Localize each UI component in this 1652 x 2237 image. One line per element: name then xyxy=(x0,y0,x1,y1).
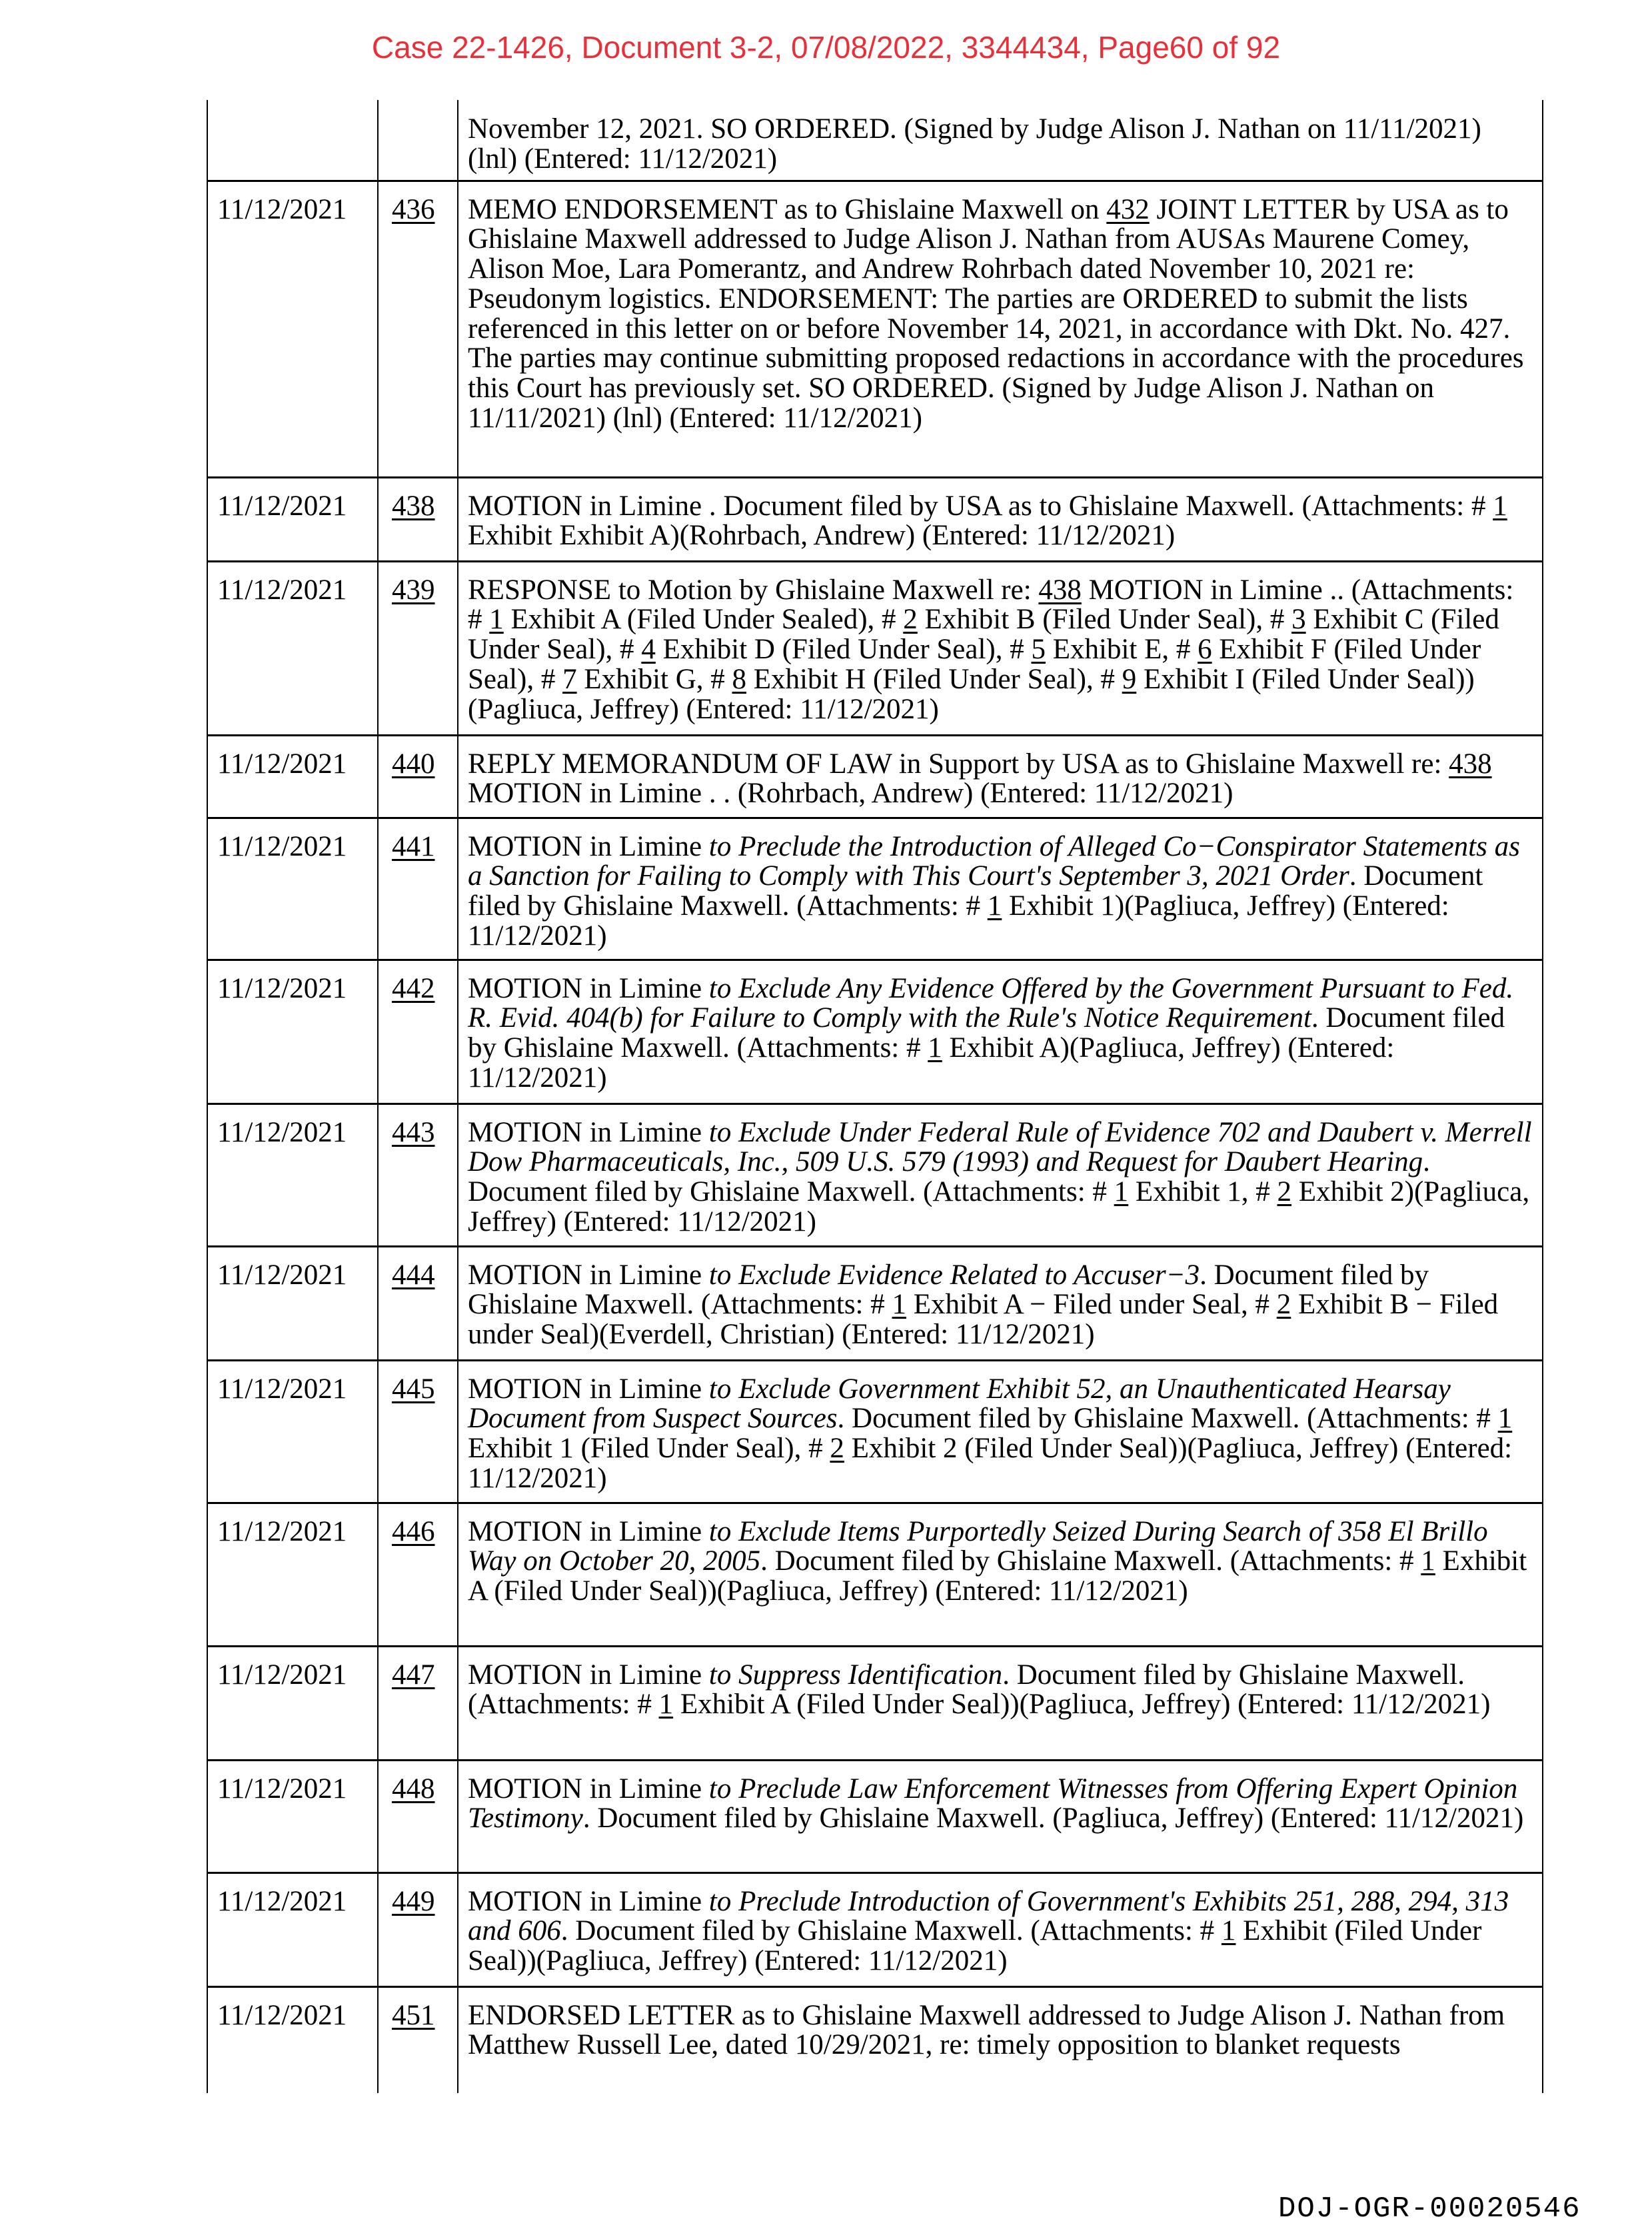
description-text: November 12, 2021. SO ORDERED. (Signed by Judge Alison J. Nathan on 11/11/2021) (lnl) (Entered: 11/12/2021) xyxy=(468,113,1481,175)
entry-date: 11/12/2021 xyxy=(207,1246,378,1360)
description-text: . Document filed by Ghislaine Maxwell. (Attachments: # xyxy=(837,1403,1498,1435)
description-text: JOINT LETTER by USA as to Ghislaine Maxwell addressed to Judge Alison J. Nathan from AUSAs Maurene Comey, Alison Moe, Lara Pomerantz, and Andrew Rohrbach dated November 10, 2021 re: Pseudonym logistics. ENDORSEMENT: The parties are ORDERED to submit the lists referenced in this letter on or before November 14, 2021, in accordance with Dkt. No. 427. The parties may continue submitting proposed redactions in accordance with the procedures this Court has previously set. SO ORDERED. (Signed by Judge Alison J. Nathan on 11/11/2021) (lnl) (Entered: 11/12/2021) xyxy=(468,193,1524,434)
entry-description xyxy=(458,1872,1543,1986)
description-text: Exhibit 1 (Filed Under Seal), # xyxy=(468,1433,830,1465)
description-text: MOTION in Limine xyxy=(468,1515,709,1547)
description-text: MEMO ENDORSEMENT as to Ghislaine Maxwell on xyxy=(468,193,1107,225)
description-text: MOTION in Limine xyxy=(468,1885,709,1917)
description-text: MOTION in Limine xyxy=(468,1259,709,1291)
description-text: Exhibit E, # xyxy=(1046,634,1198,666)
document-link[interactable]: 432 xyxy=(1106,193,1150,225)
description-text: Exhibit D (Filed Under Seal), # xyxy=(655,634,1032,666)
bates-number: DOJ-OGR-00020546 xyxy=(1278,2192,1581,2226)
document-link[interactable]: 6 xyxy=(1198,634,1212,666)
document-link[interactable]: 438 xyxy=(1038,574,1082,606)
entry-number-cell xyxy=(378,818,458,960)
description-text: MOTION in Limine . Document filed by USA as to Ghislaine Maxwell. (Attachments: # xyxy=(468,490,1493,522)
entry-number-link[interactable]: 436 xyxy=(392,193,435,225)
entry-description xyxy=(458,960,1543,1104)
entry-number-link[interactable]: 443 xyxy=(392,1116,435,1148)
description-text: Exhibit B − Filed under Seal)(Everdell, Christian) (Entered: 11/12/2021) xyxy=(468,1289,1499,1351)
description-text: . Document filed by Ghislaine Maxwell. (Attachments: # xyxy=(468,1259,1429,1321)
motion-title-text: to Preclude the Introduction of Alleged Co−Conspirator Statements as a Sanction for Failing to Comply with This Court's September 3, 2021 Order xyxy=(468,830,1520,892)
entry-description xyxy=(458,735,1543,818)
description-text: . Document filed by Ghislaine Maxwell. (Attachments: # xyxy=(468,1659,1465,1721)
description-text: . Document filed by Ghislaine Maxwell. (Attachments: # xyxy=(468,1002,1505,1064)
docket-entry-row xyxy=(207,960,1543,1104)
description-text: MOTION in Limine xyxy=(468,1659,709,1691)
entry-date: 11/12/2021 xyxy=(207,181,378,477)
description-text: REPLY MEMORANDUM OF LAW in Support by USA as to Ghislaine Maxwell re: xyxy=(468,748,1449,780)
docket-entry-row xyxy=(207,1503,1543,1646)
motion-title-text: to Exclude Government Exhibit 52, an Unauthenticated Hearsay Document from Suspect Sources xyxy=(468,1373,1451,1435)
description-text: . Document filed by Ghislaine Maxwell. (Attachments: # xyxy=(468,860,1483,922)
entry-number-link[interactable]: 446 xyxy=(392,1515,435,1547)
document-link[interactable]: 1 xyxy=(1493,490,1507,522)
description-text: . Document filed by Ghislaine Maxwell. (Attachments: # xyxy=(468,1146,1430,1208)
document-link[interactable]: 1 xyxy=(928,1032,942,1064)
entry-description xyxy=(458,1246,1543,1360)
case-header: Case 22-1426, Document 3-2, 07/08/2022, 3344434, Page60 of 92 xyxy=(371,30,1281,65)
docket-entry-row xyxy=(207,1646,1543,1760)
entry-number-cell xyxy=(378,1360,458,1503)
entry-description xyxy=(458,1503,1543,1646)
docket-entry-row xyxy=(207,1360,1543,1503)
description-text: Exhibit 2)(Pagliuca, Jeffrey) (Entered: 11/12/2021) xyxy=(468,1176,1530,1237)
entry-date: 11/12/2021 xyxy=(207,1760,378,1872)
docket-entry-row xyxy=(207,1760,1543,1872)
entry-number-cell xyxy=(378,477,458,561)
entry-description xyxy=(458,1760,1543,1872)
docket-table xyxy=(207,100,1543,2093)
document-link[interactable]: 7 xyxy=(562,663,577,695)
entry-number-cell xyxy=(378,735,458,818)
entry-date: 11/12/2021 xyxy=(207,1646,378,1760)
document-link[interactable]: 2 xyxy=(903,604,918,636)
description-text: Exhibit C (Filed Under Seal), # xyxy=(468,604,1499,666)
description-text: Exhibit 1, # xyxy=(1128,1176,1277,1208)
entry-date: 11/12/2021 xyxy=(207,1503,378,1646)
docket-entry-row xyxy=(207,735,1543,818)
docket-entry-row xyxy=(207,100,1543,181)
motion-title-text: to Preclude Introduction of Government's Exhibits 251, 288, 294, 313 and 606 xyxy=(468,1885,1509,1947)
entry-number-link[interactable]: 445 xyxy=(392,1373,435,1405)
entry-number-cell xyxy=(378,1760,458,1872)
document-link[interactable]: 1 xyxy=(1497,1403,1513,1435)
entry-number-link[interactable]: 444 xyxy=(392,1259,435,1291)
docket-entry-row xyxy=(207,561,1543,735)
entry-number-link[interactable]: 439 xyxy=(392,574,435,606)
description-text: Exhibit I (Filed Under Seal))(Pagliuca, Jeffrey) (Entered: 11/12/2021) xyxy=(468,663,1475,725)
document-link[interactable]: 438 xyxy=(1449,748,1492,780)
document-link[interactable]: 1 xyxy=(1221,1915,1236,1947)
entry-description xyxy=(458,1646,1543,1760)
document-link[interactable]: 1 xyxy=(1421,1545,1435,1577)
entry-date: 11/12/2021 xyxy=(207,960,378,1104)
entry-number-link[interactable]: 438 xyxy=(392,490,435,522)
motion-title-text: to Suppress Identification xyxy=(708,1659,1003,1691)
entry-number-cell xyxy=(378,1503,458,1646)
entry-number-cell xyxy=(378,1646,458,1760)
docket-entry-row xyxy=(207,1986,1543,2093)
entry-number-link[interactable]: 442 xyxy=(392,972,435,1004)
motion-title-text: to Exclude Evidence Related to Accuser−3 xyxy=(708,1259,1200,1291)
entry-date: 11/12/2021 xyxy=(207,735,378,818)
entry-description xyxy=(458,181,1543,477)
document-link[interactable]: 1 xyxy=(892,1289,906,1321)
description-text: MOTION in Limine xyxy=(468,1116,709,1148)
entry-number-link[interactable]: 441 xyxy=(392,830,435,862)
document-link[interactable]: 1 xyxy=(1114,1176,1129,1208)
entry-description xyxy=(458,1360,1543,1503)
description-text: . Document filed by Ghislaine Maxwell. (Attachments: # xyxy=(760,1545,1421,1577)
entry-number-cell xyxy=(378,561,458,735)
docket-entry-row xyxy=(207,477,1543,561)
docket-entry-row xyxy=(207,1104,1543,1246)
entry-description xyxy=(458,1986,1543,2093)
document-link[interactable]: 5 xyxy=(1031,634,1046,666)
entry-date: 11/12/2021 xyxy=(207,1104,378,1246)
entry-description xyxy=(458,561,1543,735)
document-link[interactable]: 8 xyxy=(732,663,747,695)
motion-title-text: to Exclude Under Federal Rule of Evidence 702 and Daubert v. Merrell Dow Pharmaceuticals, Inc., 509 U.S. 579 (1993) and Request for Daubert Hearing xyxy=(468,1116,1532,1178)
motion-title-text: to Exclude Any Evidence Offered by the Government Pursuant to Fed. R. Evid. 404(b) for Failure to Comply with the Rule's Notice Requirement xyxy=(468,972,1514,1034)
description-text: Exhibit A (Filed Under Seal))(Pagliuca, Jeffrey) (Entered: 11/12/2021) xyxy=(673,1689,1491,1721)
entry-number-link[interactable]: 447 xyxy=(392,1659,435,1691)
entry-number-cell xyxy=(378,181,458,477)
entry-description xyxy=(458,1104,1543,1246)
entry-number-cell xyxy=(378,1104,458,1246)
entry-number-cell xyxy=(378,100,458,181)
description-text: MOTION in Limine xyxy=(468,1773,709,1805)
description-text: MOTION in Limine xyxy=(468,1373,709,1405)
entry-number-cell xyxy=(378,960,458,1104)
description-text: . Document filed by Ghislaine Maxwell. (Pagliuca, Jeffrey) (Entered: 11/12/2021) xyxy=(582,1803,1524,1835)
description-text: Exhibit B (Filed Under Seal), # xyxy=(917,604,1292,636)
entry-number-cell xyxy=(378,1246,458,1360)
entry-date: 11/12/2021 xyxy=(207,1360,378,1503)
description-text: MOTION in Limine .. (Attachments: # xyxy=(468,574,1514,636)
description-text: Exhibit A (Filed Under Seal))(Pagliuca, Jeffrey) (Entered: 11/12/2021) xyxy=(468,1545,1527,1607)
description-text: RESPONSE to Motion by Ghislaine Maxwell re: xyxy=(468,574,1039,606)
description-text: Exhibit A − Filed under Seal, # xyxy=(906,1289,1277,1321)
motion-title-text: to Exclude Items Purportedly Seized During Search of 358 El Brillo Way on October 20, 2005 xyxy=(468,1515,1488,1577)
description-text: ENDORSED LETTER as to Ghislaine Maxwell addressed to Judge Alison J. Nathan from Matthew Russell Lee, dated 10/29/2021, re: timely opposition to blanket requests xyxy=(468,1999,1505,2061)
entry-number-link[interactable]: 449 xyxy=(392,1885,435,1917)
document-link[interactable]: 3 xyxy=(1291,604,1306,636)
entry-number-link[interactable]: 451 xyxy=(392,1999,435,2031)
entry-description xyxy=(458,477,1543,561)
entry-description xyxy=(458,818,1543,960)
description-text: MOTION in Limine xyxy=(468,830,709,862)
description-text: Exhibit 2 (Filed Under Seal))(Pagliuca, Jeffrey) (Entered: 11/12/2021) xyxy=(468,1433,1513,1494)
description-text: Exhibit (Filed Under Seal))(Pagliuca, Jeffrey) (Entered: 11/12/2021) xyxy=(468,1915,1482,1977)
entry-number-cell xyxy=(378,1872,458,1986)
entry-date: 11/12/2021 xyxy=(207,1872,378,1986)
document-link[interactable]: 4 xyxy=(641,634,656,666)
entry-date xyxy=(207,100,378,181)
entry-date: 11/12/2021 xyxy=(207,818,378,960)
description-text: . Document filed by Ghislaine Maxwell. (Attachments: # xyxy=(560,1915,1222,1947)
docket-entry-row xyxy=(207,1246,1543,1360)
entry-number-link[interactable]: 448 xyxy=(392,1773,435,1805)
description-text: Exhibit A)(Pagliuca, Jeffrey) (Entered: 11/12/2021) xyxy=(468,1032,1395,1094)
description-text: Exhibit 1)(Pagliuca, Jeffrey) (Entered: 11/12/2021) xyxy=(468,890,1449,952)
description-text: Exhibit F (Filed Under Seal), # xyxy=(468,634,1481,695)
description-text: Exhibit A (Filed Under Sealed), # xyxy=(503,604,904,636)
description-text: MOTION in Limine xyxy=(468,972,709,1004)
description-text: Exhibit H (Filed Under Seal), # xyxy=(746,663,1122,695)
document-link[interactable]: 2 xyxy=(1277,1176,1292,1208)
document-link[interactable]: 1 xyxy=(489,604,504,636)
document-link[interactable]: 1 xyxy=(987,890,1002,922)
document-link[interactable]: 2 xyxy=(830,1433,844,1465)
entry-description xyxy=(458,100,1543,181)
motion-title-text: to Preclude Law Enforcement Witnesses from Offering Expert Opinion Testimony xyxy=(468,1773,1518,1835)
entry-number-cell xyxy=(378,1986,458,2093)
description-text: Exhibit G, # xyxy=(576,663,732,695)
document-link[interactable]: 1 xyxy=(658,1689,674,1721)
description-text: Exhibit Exhibit A)(Rohrbach, Andrew) (Entered: 11/12/2021) xyxy=(468,520,1176,552)
docket-entry-row xyxy=(207,1872,1543,1986)
entry-number-link[interactable]: 440 xyxy=(392,748,435,780)
entry-date: 11/12/2021 xyxy=(207,1986,378,2093)
docket-entry-row xyxy=(207,818,1543,960)
entry-date: 11/12/2021 xyxy=(207,561,378,735)
description-text: MOTION in Limine . . (Rohrbach, Andrew) (Entered: 11/12/2021) xyxy=(468,778,1234,810)
document-link[interactable]: 2 xyxy=(1276,1289,1291,1321)
entry-date: 11/12/2021 xyxy=(207,477,378,561)
docket-entry-row xyxy=(207,181,1543,477)
document-link[interactable]: 9 xyxy=(1122,663,1137,695)
